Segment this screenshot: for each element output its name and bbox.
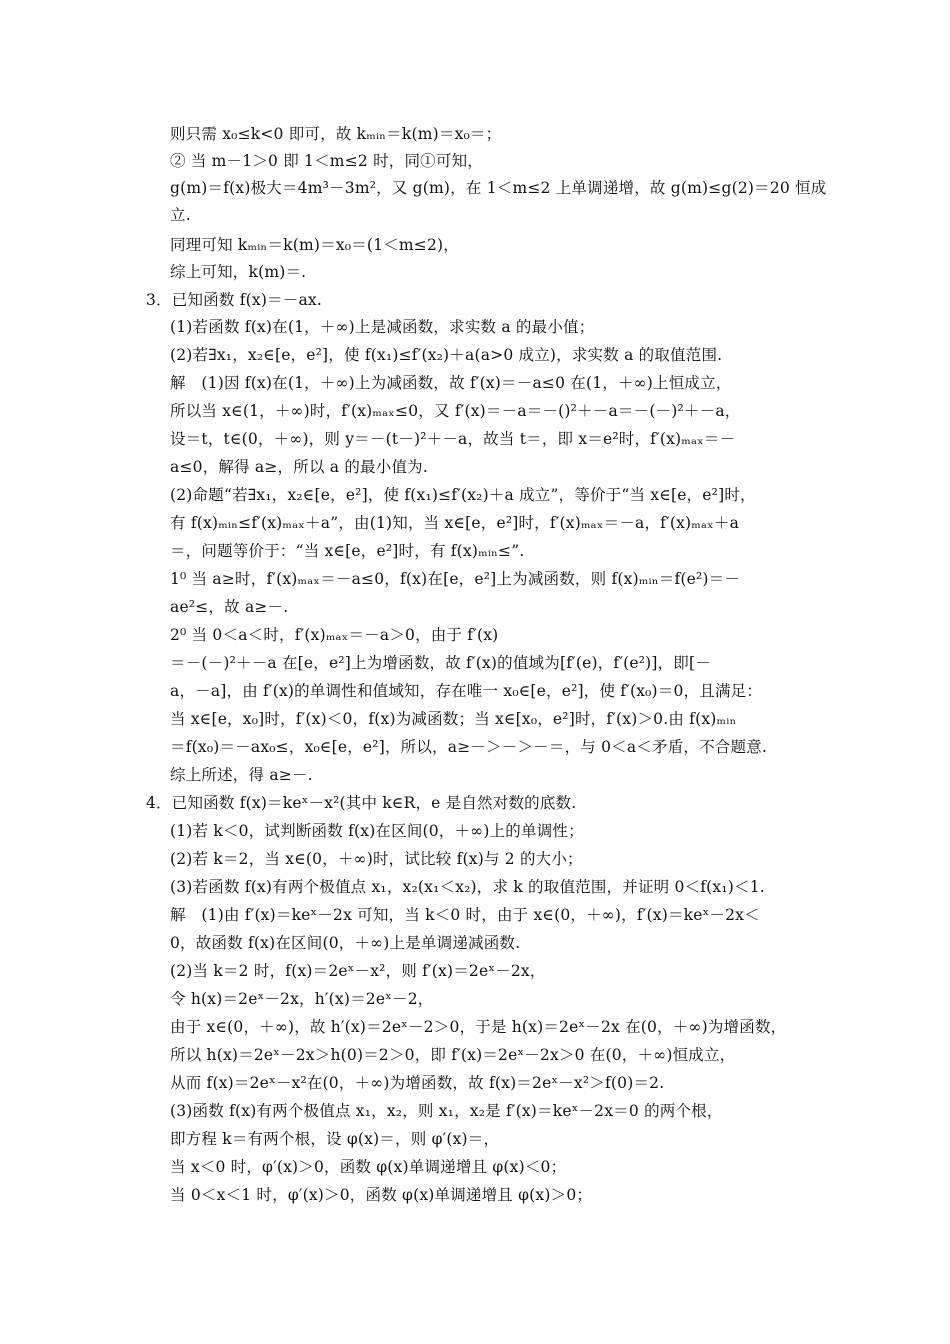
- text-line: ＝，问题等价于：“当 x∈[e，e²]时，有 f(x)ₘᵢₙ≤”.: [170, 542, 525, 560]
- problem-heading: 3．已知函数 f(x)＝－ax.: [146, 291, 322, 309]
- text-line: 从而 f(x)＝2eˣ－x²在(0，＋∞)为增函数，故 f(x)＝2eˣ－x²＞f(0)＝2.: [170, 1074, 665, 1092]
- text-line: (3)若函数 f(x)有两个极值点 x₁，x₂(x₁＜x₂)，求 k 的取值范围，并证明 0＜f(x₁)＜1.: [170, 878, 765, 896]
- text-line: 设＝t，t∈(0，＋∞)，则 y＝－(t－)²＋－a，故当 t＝，即 x＝e²时，f′(x)ₘₐₓ＝－: [170, 430, 736, 448]
- text-line: 所以当 x∈(1，＋∞)时，f′(x)ₘₐₓ≤0，又 f′(x)＝－a＝－()²＋－a＝－(－)²＋－a，: [170, 402, 741, 420]
- problem-heading: 4．已知函数 f(x)＝keˣ－x²(其中 k∈R，e 是自然对数的底数.: [146, 794, 577, 812]
- text-line: ＝－(－)²＋－a 在[e，e²]上为增函数，故 f′(x)的值域为[f′(e)，f′(e²)]，即[－: [170, 654, 711, 672]
- text-line: ＝f(x₀)＝－ax₀≤，x₀∈[e，e²]，所以，a≥－＞－＞－＝，与 0＜a＜矛盾，不合题意.: [170, 738, 768, 756]
- text-line: ae²≤，故 a≥－.: [170, 598, 289, 616]
- text-line: a，－a]，由 f′(x)的单调性和值域知，存在唯一 x₀∈[e，e²]，使 f′(x₀)＝0，且满足：: [170, 682, 763, 700]
- text-line: 则只需 x₀≤k<0 即可，故 kₘᵢₙ＝k(m)＝x₀＝；: [170, 125, 502, 143]
- text-line: 当 0＜x＜1 时，φ′(x)＞0，函数 φ(x)单调递增且 φ(x)＞0；: [170, 1186, 593, 1204]
- text-line: 综上可知，k(m)＝.: [170, 263, 307, 281]
- text-line: 2⁰ 当 0＜a＜时，f′(x)ₘₐₓ＝－a＞0，由于 f′(x): [170, 626, 499, 644]
- text-line: 1⁰ 当 a≥时，f′(x)ₘₐₓ＝－a≤0，f(x)在[e，e²]上为减函数，则 f(x)ₘᵢₙ＝f(e²)＝－: [170, 570, 741, 588]
- text-line: 所以 h(x)＝2eˣ－2x＞h(0)＝2＞0，即 f′(x)＝2eˣ－2x＞0 在(0，＋∞)恒成立，: [170, 1046, 736, 1064]
- text-line: 解 (1)因 f(x)在(1，＋∞)上为减函数，故 f′(x)＝－a≤0 在(1，＋∞)上恒成立，: [170, 374, 732, 392]
- text-line: (1)若函数 f(x)在(1，＋∞)上是减函数，求实数 a 的最小值；: [170, 318, 595, 336]
- text-line: (2)若 k＝2，当 x∈(0，＋∞)时，试比较 f(x)与 2 的大小；: [170, 850, 583, 868]
- text-line: 当 x∈[e，x₀]时，f′(x)＜0，f(x)为减函数；当 x∈[x₀，e²]时，f′(x)＞0.由 f(x)ₘᵢₙ: [170, 710, 737, 728]
- text-line: g(m)＝f(x)极大＝4m³－3m²，又 g(m)，在 1＜m≤2 上单调递增，故 g(m)≤g(2)＝20 恒成: [170, 179, 827, 197]
- text-line: 同理可知 kₘᵢₙ＝k(m)＝x₀＝(1＜m≤2)，: [170, 236, 459, 254]
- text-line: (2)命题“若∃x₁，x₂∈[e，e²]，使 f(x₁)≤f′(x₂)＋a 成立”，等价于“当 x∈[e，e²]时，: [170, 486, 756, 504]
- text-line: (2)若∃x₁，x₂∈[e，e²]，使 f(x₁)≤f′(x₂)＋a(a>0 成立)，求实数 a 的取值范围.: [170, 346, 723, 364]
- text-line: (1)若 k＜0，试判断函数 f(x)在区间(0，＋∞)上的单调性；: [170, 822, 584, 840]
- text-line: 0，故函数 f(x)在区间(0，＋∞)上是单调递减函数.: [170, 934, 521, 952]
- text-line: (2)当 k＝2 时，f(x)＝2eˣ－x²，则 f′(x)＝2eˣ－2x，: [170, 962, 546, 980]
- text-line: 有 f(x)ₘᵢₙ≤f′(x)ₘₐₓ＋a”，由(1)知，当 x∈[e，e²]时，f′(x)ₘₐₓ＝－a，f′(x)ₘₐₓ＋a: [170, 514, 740, 532]
- text-line: ② 当 m－1＞0 即 1＜m≤2 时，同①可知，: [170, 152, 483, 170]
- text-line: 立.: [170, 206, 191, 224]
- text-line: a≤0，解得 a≥，所以 a 的最小值为.: [170, 458, 428, 476]
- text-line: 综上所述，得 a≥－.: [170, 766, 313, 784]
- text-line: (3)函数 f(x)有两个极值点 x₁，x₂，则 x₁，x₂是 f′(x)＝keˣ－2x＝0 的两个根，: [170, 1102, 723, 1120]
- text-line: 解 (1)由 f′(x)＝keˣ－2x 可知，当 k＜0 时，由于 x∈(0，＋∞)，f′(x)＝keˣ－2x＜: [170, 906, 760, 924]
- text-line: 当 x＜0 时，φ′(x)＞0，函数 φ(x)单调递增且 φ(x)＜0；: [170, 1158, 567, 1176]
- text-line: 即方程 k＝有两个根，设 φ(x)＝，则 φ′(x)＝，: [170, 1130, 500, 1148]
- text-line: 令 h(x)＝2eˣ－2x，h′(x)＝2eˣ－2，: [170, 990, 434, 1008]
- text-line: 由于 x∈(0，＋∞)，故 h′(x)＝2eˣ－2＞0，于是 h(x)＝2eˣ－2x 在(0，＋∞)为增函数，: [170, 1018, 787, 1036]
